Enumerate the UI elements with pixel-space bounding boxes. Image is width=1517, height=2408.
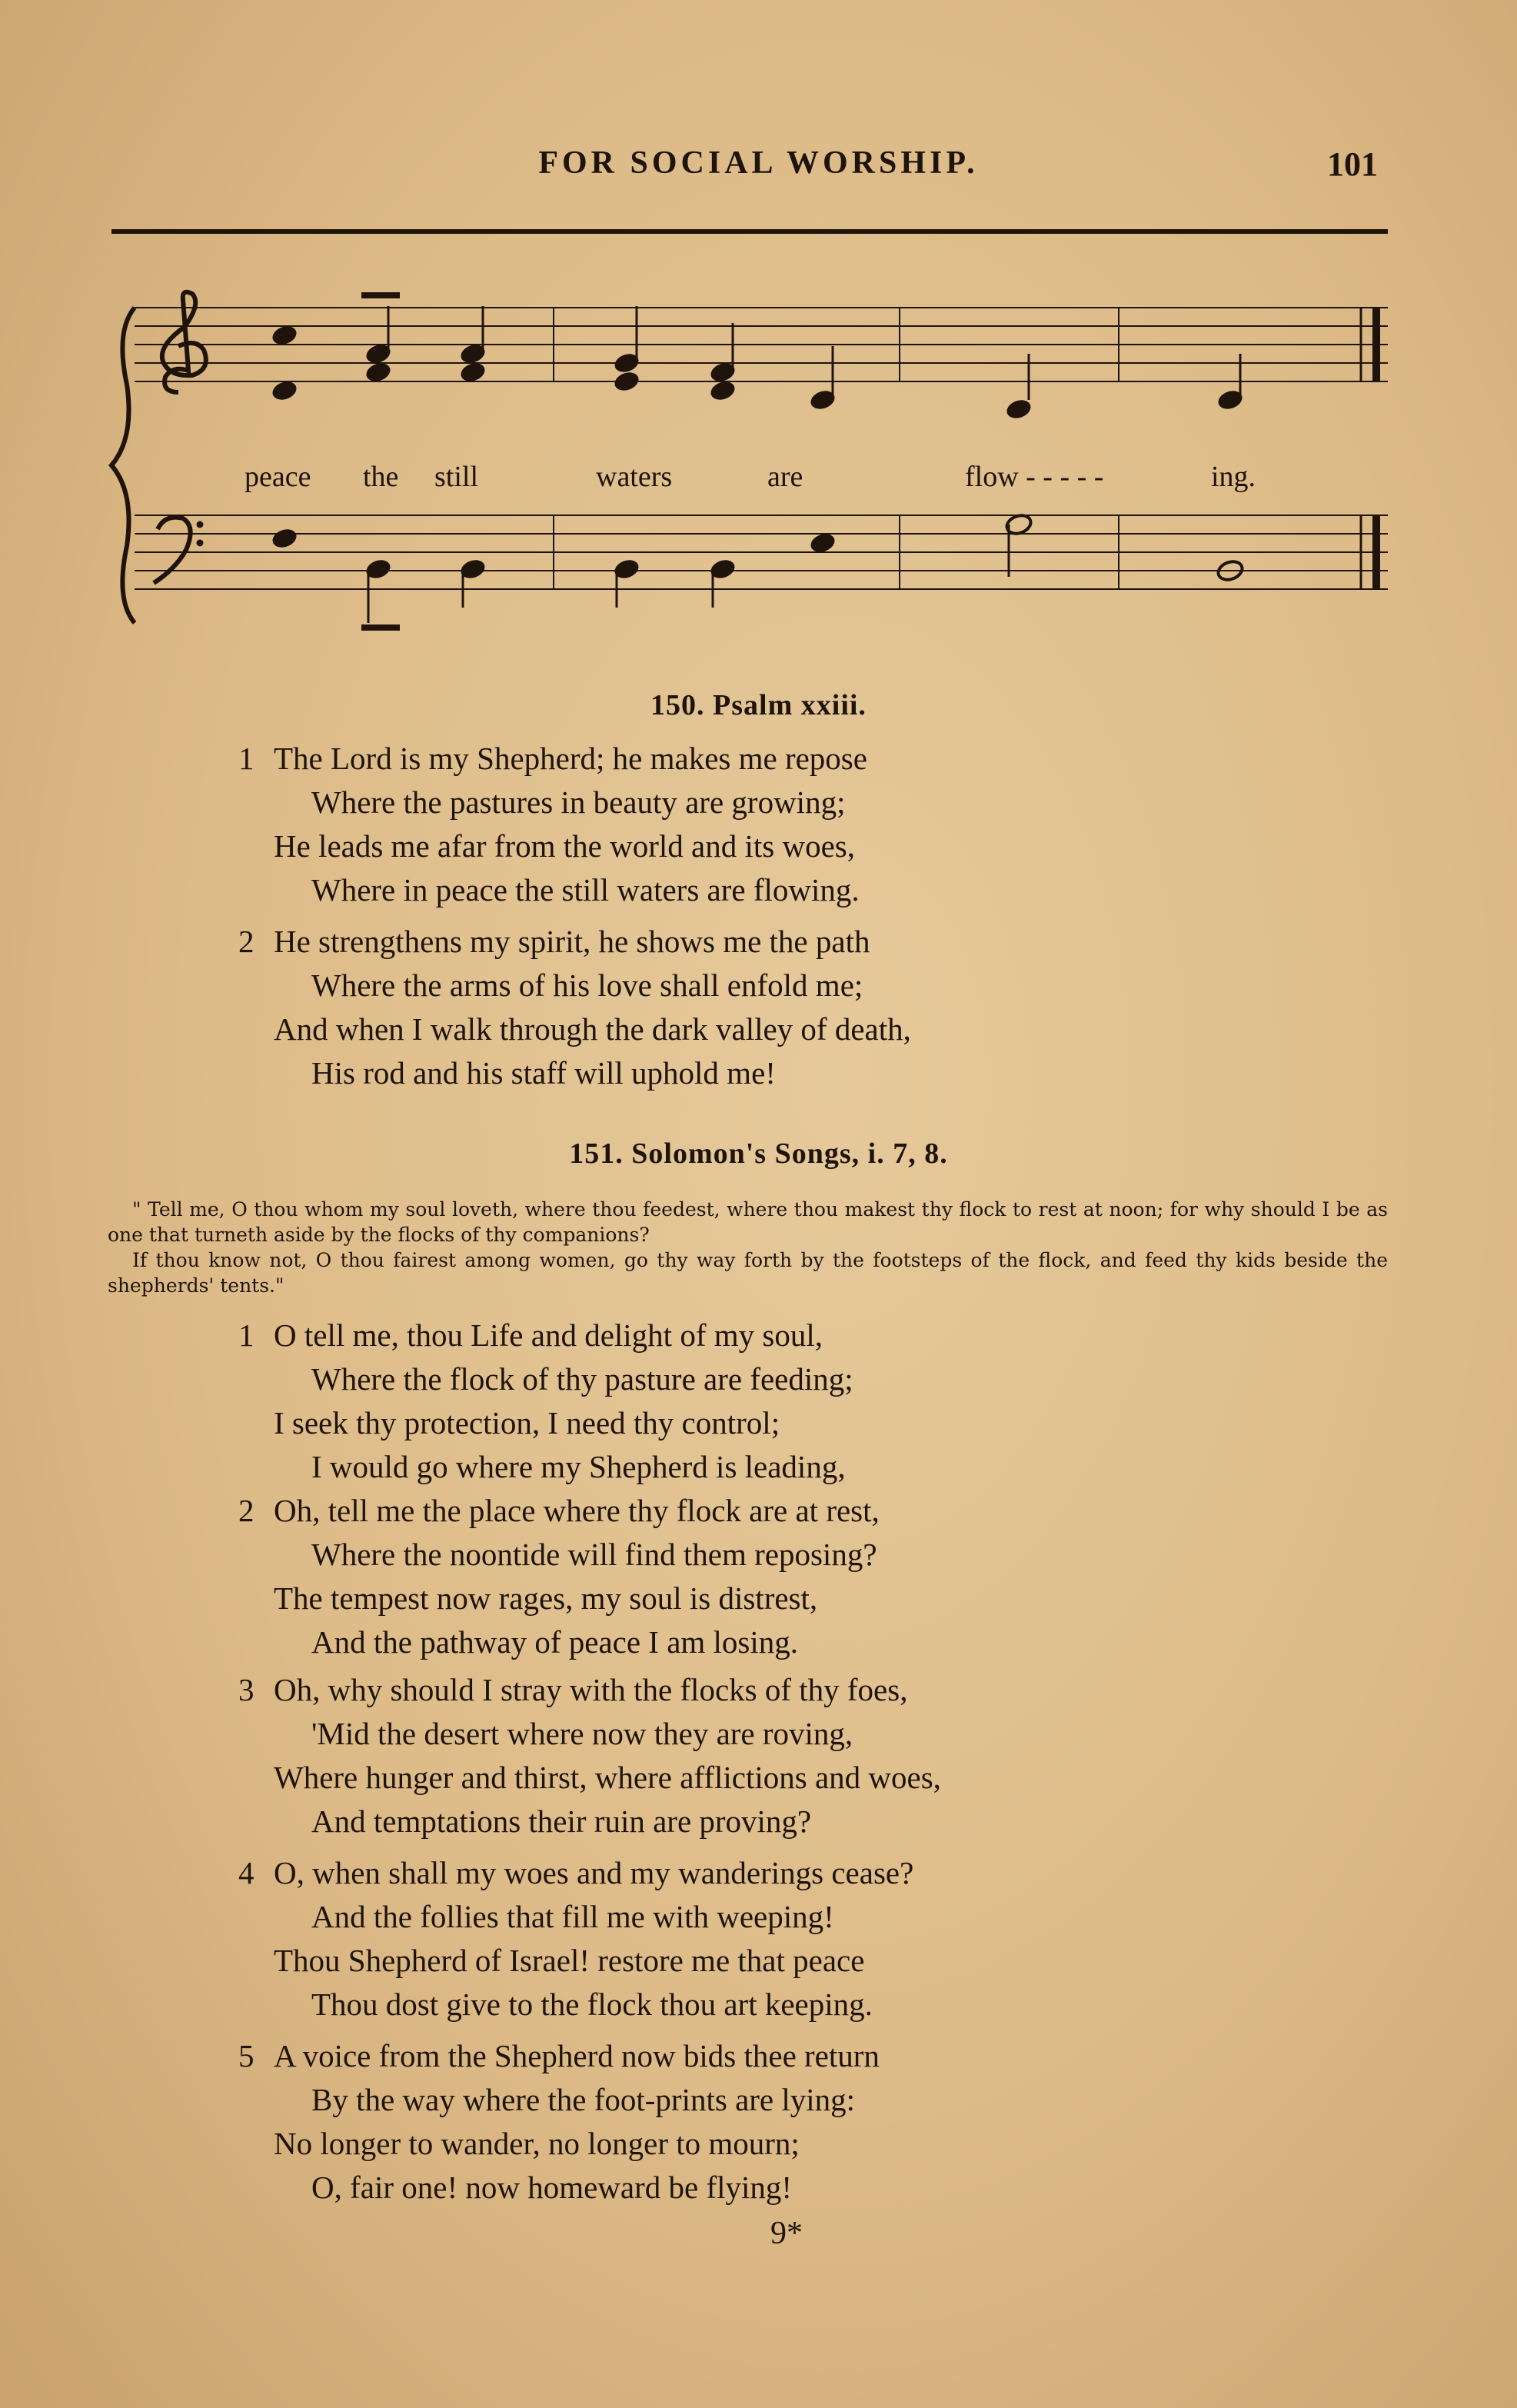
- verse-line: Where in peace the still waters are flowing.: [311, 872, 860, 908]
- verse-line: Where the noontide will find them reposing?: [311, 1537, 877, 1572]
- lyric-syllable: peace: [245, 461, 311, 493]
- verse-line: And when I walk through the dark valley of death,: [274, 1011, 911, 1047]
- bass-staff: [135, 515, 1388, 589]
- bass-clef: [154, 518, 191, 583]
- verse-line: O tell me, thou Life and delight of my soul,: [274, 1317, 823, 1353]
- music-staves: [0, 285, 1517, 646]
- verse-line: I seek thy protection, I need thy control;: [274, 1405, 780, 1440]
- running-head: [0, 145, 1517, 191]
- verse-line: He leads me afar from the world and its woes,: [274, 828, 855, 864]
- signature-mark: 9*: [770, 2216, 803, 2251]
- lyric-syllable: are: [767, 461, 803, 493]
- running-head-title: FOR SOCIAL WORSHIP.: [538, 145, 979, 181]
- verse-line: Thou Shepherd of Israel! restore me that peace: [274, 1943, 865, 1978]
- verse-number: 2: [238, 1493, 254, 1528]
- verse-number: 4: [238, 1855, 254, 1890]
- verse-line: 'Mid the desert where now they are roving,: [311, 1716, 853, 1751]
- verse-number: 1: [238, 741, 254, 776]
- verse-line: And the pathway of peace I am losing.: [311, 1624, 799, 1660]
- head-rule: [111, 229, 1388, 234]
- verse-number: 5: [238, 2038, 254, 2073]
- verse-line: Oh, tell me the place where thy flock are at rest,: [274, 1493, 880, 1528]
- verse-line: A voice from the Shepherd now bids thee return: [274, 2038, 880, 2073]
- music-score: [0, 285, 1517, 646]
- verse-number: 3: [238, 1672, 254, 1707]
- verse-line: And the follies that fill me with weeping!: [311, 1899, 834, 1934]
- hymn-heading: 151. Solomon's Songs, i. 7, 8.: [569, 1137, 948, 1170]
- verse-line: Where the pastures in beauty are growing;: [311, 784, 846, 820]
- staff-brace: [111, 308, 135, 623]
- bass-stems: [361, 525, 1009, 628]
- verse-line: The tempest now rages, my soul is distrest,: [274, 1580, 818, 1616]
- verse-line: Where the flock of thy pasture are feeding;: [311, 1361, 853, 1397]
- verse-line: Where the arms of his love shall enfold me;: [311, 968, 863, 1003]
- verse-line: O, fair one! now homeward be flying!: [311, 2170, 793, 2205]
- lyric-syllable: ing.: [1211, 461, 1256, 493]
- verse-line: I would go where my Shepherd is leading,: [311, 1449, 846, 1484]
- lyric-syllable: flow - - - - -: [965, 461, 1104, 493]
- treble-notes: [270, 323, 1245, 421]
- verse-line: Thou dost give to the flock thou art keeping.: [311, 1987, 873, 2022]
- epigraph-paragraph: " Tell me, O thou whom my soul loveth, where thou feedest, where thou makest thy flock to rest at noon; for why should I be as one that turneth aside by the flocks of thy companions?: [108, 1198, 1388, 1246]
- verse-line: His rod and his staff will uphold me!: [311, 1055, 776, 1091]
- verse-line: The Lord is my Shepherd; he makes me repose: [274, 741, 867, 776]
- verse-line: And temptations their ruin are proving?: [311, 1804, 812, 1839]
- verse-line: Where hunger and thirst, where afflictions and woes,: [274, 1760, 941, 1795]
- verse-line: O, when shall my woes and my wanderings cease?: [274, 1855, 914, 1890]
- bass-notes: [270, 512, 1245, 583]
- hymn-heading: 150. Psalm xxiii.: [650, 689, 867, 721]
- verse-line: No longer to wander, no longer to mourn;: [274, 2126, 800, 2161]
- scripture-epigraph: [108, 1197, 1388, 1298]
- lyric-syllable: waters: [596, 461, 673, 493]
- verse-number: 2: [238, 924, 254, 959]
- bass-clef-dot-1: [197, 521, 203, 528]
- epigraph-paragraph: If thou know not, O thou fairest among women, go thy way forth by the footsteps of the flock, and feed thy kids beside the shepherds' tents.": [108, 1249, 1388, 1297]
- treble-stems: [361, 295, 1240, 400]
- verse-line: Oh, why should I stray with the flocks of thy foes,: [274, 1672, 908, 1707]
- treble-staff: [135, 308, 1388, 381]
- bass-clef-dot-2: [197, 540, 203, 546]
- verse-line: By the way where the foot-prints are lying:: [311, 2082, 856, 2117]
- lyric-syllable: still: [434, 461, 479, 493]
- lyric-syllable: the: [363, 461, 399, 493]
- page-number: 101: [1327, 145, 1378, 183]
- verse-line: He strengthens my spirit, he shows me the path: [274, 924, 870, 959]
- verse-number: 1: [238, 1317, 254, 1353]
